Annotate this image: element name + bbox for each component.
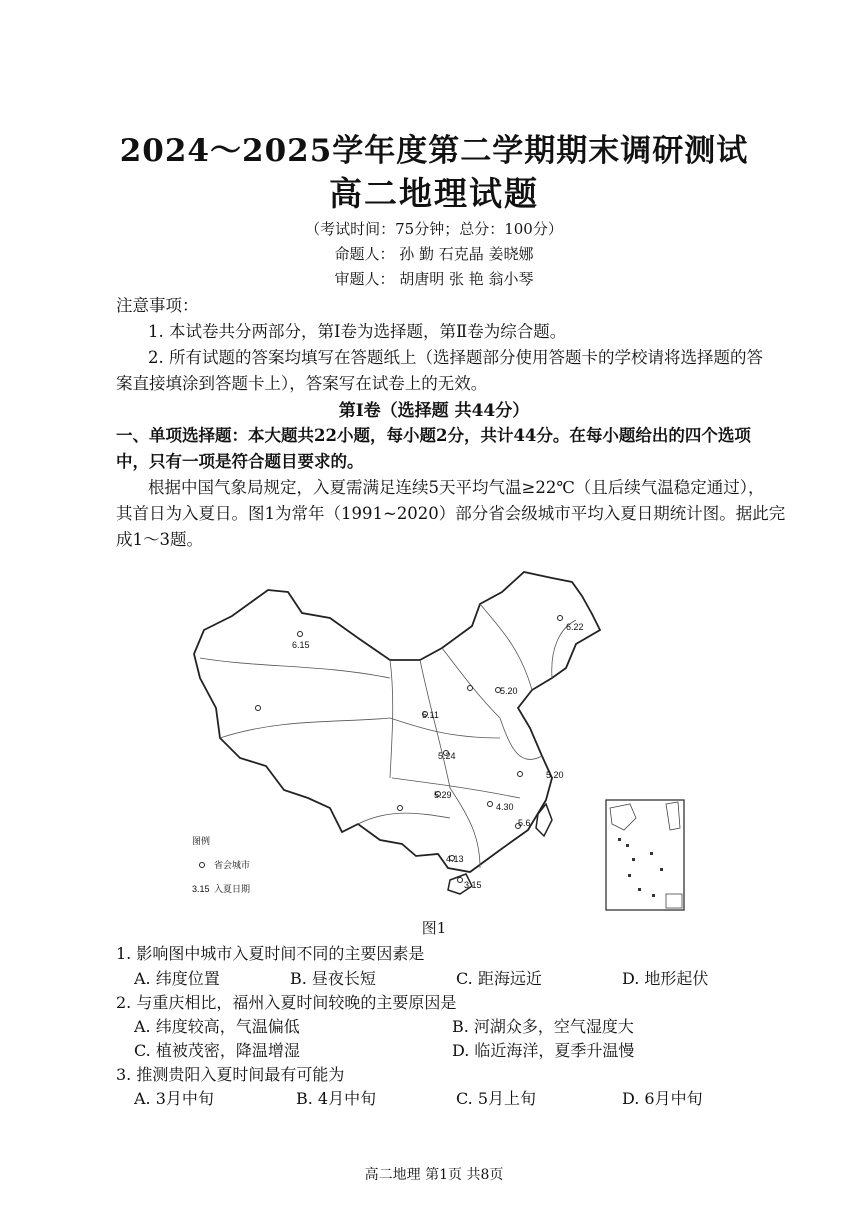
intro-paragraph-cont: 其首日为入夏日。图1为常年（1991~2020）部分省会级城市平均入夏日期统计图。据此完 (116, 504, 786, 523)
city-marker (468, 686, 473, 691)
legend-date-sample: 3.15 (192, 884, 210, 894)
subject-title: 高二地理试题 (329, 174, 539, 213)
page-footer: 高二地理 第1页 共8页 (364, 1167, 504, 1183)
city-marker (298, 632, 303, 637)
exam-info: （考试时间：75分钟；总分：100分） (305, 220, 563, 238)
china-outline (194, 572, 600, 872)
city-markers (256, 616, 563, 883)
section-instruction-cont: 中，只有一项是符合题目要求的。 (116, 452, 364, 471)
map-date-label: 5.6 (518, 818, 531, 828)
map-date-label: 5.11 (422, 710, 439, 720)
question-3-option-b: B. 4月中旬 (296, 1089, 377, 1108)
map-date-label: 5.20 (546, 770, 564, 780)
city-marker (488, 802, 493, 807)
question-1-option-a: A. 纬度位置 (134, 969, 220, 988)
map-legend (192, 835, 250, 894)
question-3: 3. 推测贵阳入夏时间最有可能为 (116, 1065, 345, 1084)
question-3-option-c: C. 5月上旬 (456, 1089, 537, 1108)
map-date-label: 6.22 (566, 622, 584, 632)
question-2-option-c: C. 植被茂密，降温增湿 (134, 1041, 300, 1060)
map-date-label: 5.24 (438, 751, 456, 761)
exam-title: 2024～2025学年度第二学期期末调研测试 (119, 133, 749, 169)
question-2: 2. 与重庆相比，福州入夏时间较晚的主要原因是 (116, 993, 457, 1012)
setters-line: 命题人： 孙 勤 石克晶 姜晓娜 (334, 245, 534, 263)
question-3-option-a: A. 3月中旬 (134, 1089, 214, 1108)
city-marker (518, 772, 523, 777)
south-china-sea-inset (606, 800, 684, 910)
question-1-option-d: D. 地形起伏 (622, 969, 709, 988)
city-marker (256, 706, 261, 711)
notice-heading: 注意事项： (116, 296, 199, 315)
question-2-option-d: D. 临近海洋，夏季升温慢 (452, 1041, 635, 1060)
map-date-label: 5.20 (500, 686, 518, 696)
map-date-label: 6.15 (292, 640, 310, 650)
map-date-label: 5.29 (434, 790, 452, 800)
intro-paragraph: 根据中国气象局规定，入夏需满足连续5天平均气温≥22℃（且后续气温稳定通过）， (148, 478, 765, 497)
taiwan-island (536, 804, 552, 836)
notice-item-1: 1. 本试卷共分两部分，第Ⅰ卷为选择题，第Ⅱ卷为综合题。 (148, 322, 567, 341)
notice-item-2-cont: 案直接填涂到答题卡上），答案写在试卷上的无效。 (116, 374, 488, 393)
map-date-label: 4.13 (446, 854, 464, 864)
part-title: 第Ⅰ卷（选择题 共44分） (338, 401, 530, 421)
city-marker (558, 616, 563, 621)
question-1-option-c: C. 距海远近 (456, 969, 542, 988)
question-1: 1. 影响图中城市入夏时间不同的主要因素是 (116, 944, 425, 963)
map-date-label: 3.15 (464, 880, 482, 890)
question-2-option-a: A. 纬度较高，气温偏低 (134, 1017, 300, 1036)
reviewers-line: 审题人： 胡唐明 张 艳 翁小琴 (334, 270, 534, 288)
china-map-figure (180, 568, 690, 913)
intro-paragraph-end: 成1～3题。 (116, 530, 203, 549)
figure-caption: 图1 (421, 919, 447, 937)
notice-item-2: 2. 所有试题的答案均填写在答题纸上（选择题部分使用答题卡的学校请将选择题的答 (148, 348, 763, 367)
question-1-option-b: B. 昼夜长短 (290, 969, 376, 988)
section-instruction: 一、单项选择题：本大题共22小题，每小题2分，共计44分。在每小题给出的四个选项 (116, 426, 751, 445)
legend-title: 图例 (192, 836, 211, 846)
question-2-option-b: B. 河湖众多，空气湿度大 (452, 1017, 634, 1036)
city-marker (458, 878, 463, 883)
city-marker (398, 806, 403, 811)
legend-date-label: 入夏日期 (214, 884, 251, 894)
question-3-option-d: D. 6月中旬 (622, 1089, 703, 1108)
map-date-label: 4.30 (496, 802, 514, 812)
legend-city-label: 省会城市 (214, 860, 251, 870)
